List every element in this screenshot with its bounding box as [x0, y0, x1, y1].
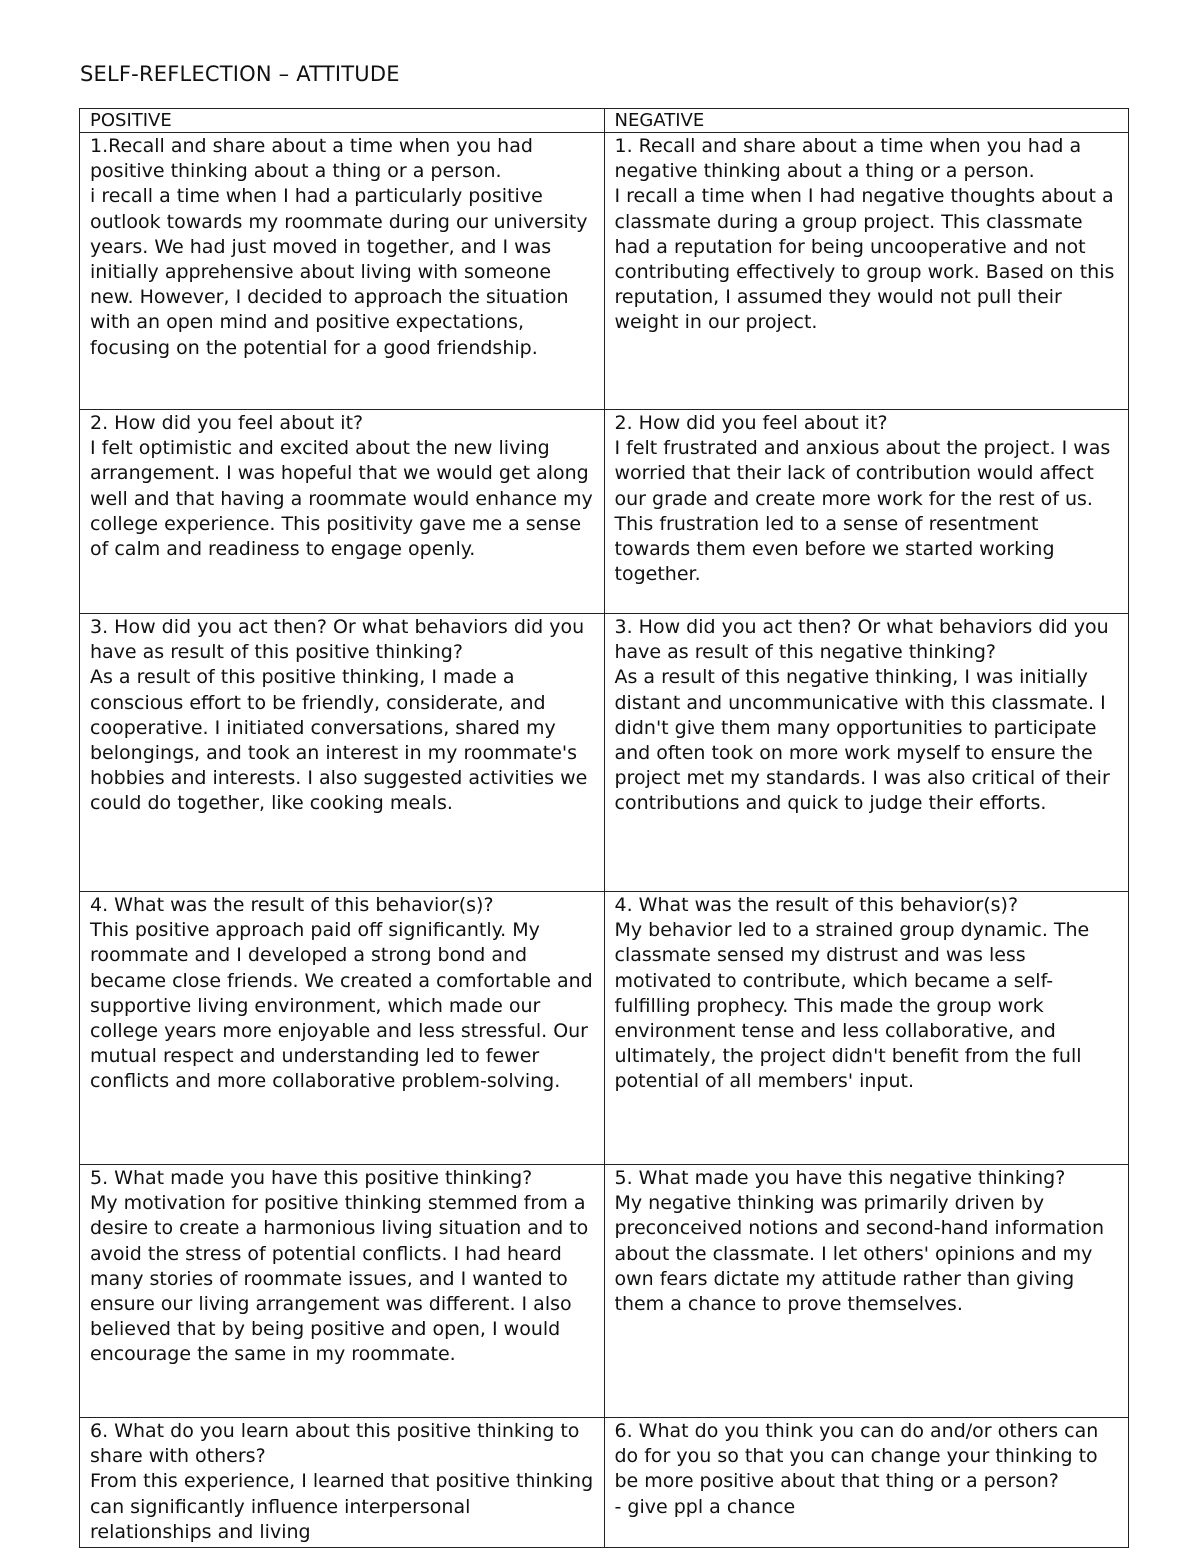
question-text: 4. What was the result of this behavior(s)?	[90, 894, 494, 916]
question-text: 4. What was the result of this behavior(s)?	[614, 894, 1019, 916]
negative-cell	[604, 133, 1129, 410]
table-row	[80, 410, 1129, 614]
question-text: 6. What do you think you can do and/or others can do for you so that you can change your thinking to be more positive about that thing or a person?	[614, 1420, 1099, 1493]
positive-cell	[80, 410, 605, 614]
question-text: 5. What made you have this positive thinking?	[90, 1167, 533, 1189]
header-row	[80, 109, 1129, 133]
negative-cell	[604, 1165, 1129, 1418]
answer-text: - give ppl a chance	[614, 1495, 796, 1518]
question-text: 3. How did you act then? Or what behaviors did you have as result of this negative thinking?	[614, 616, 1109, 664]
question-text: 1. Recall and share about a time when you had a negative thinking about a thing or a person.	[614, 135, 1082, 183]
answer-text: My negative thinking was primarily driven by preconceived notions and second-hand information about the classmate. I let others' opinions and my own fears dictate my attitude rather than giving them a chance to prove themselves.	[614, 1192, 1105, 1316]
answer-text: I recall a time when I had negative thoughts about a classmate during a group project. This classmate had a reputation for being uncooperative and not contributing effectively to group work. Based on this reputation, I assumed they would not pull their weight in our project.	[614, 185, 1115, 334]
negative-cell	[604, 1418, 1129, 1548]
answer-text: I felt optimistic and excited about the new living arrangement. I was hopeful that we would get along well and that having a roommate would enhance my college experience. This positivity gave me a sense of calm and readiness to engage openly.	[90, 437, 593, 561]
negative-column-header: NEGATIVE	[604, 109, 1129, 133]
answer-text: My behavior led to a strained group dynamic. The classmate sensed my distrust and was less motivated to contribute, which became a self-fulfilling prophecy. This made the group work environment tense and less collaborative, and ultimately, the project didn't benefit from the full potential of all members' input.	[614, 919, 1090, 1093]
table-row	[80, 892, 1129, 1165]
document-title: SELF-REFLECTION – ATTITUDE	[80, 62, 400, 86]
answer-text: From this experience, I learned that positive thinking can significantly influence interpersonal relationships and living	[90, 1470, 594, 1543]
question-text: 5. What made you have this negative thinking?	[614, 1167, 1066, 1189]
question-text: 2. How did you feel about it?	[614, 412, 888, 434]
positive-cell	[80, 892, 605, 1165]
positive-cell	[80, 614, 605, 892]
reflection-table	[79, 108, 1129, 1548]
positive-cell	[80, 1418, 605, 1548]
answer-text: As a result of this negative thinking, I was initially distant and uncommunicative with this classmate. I didn't give them many opportunities to participate and often took on more work myself to ensure the project met my standards. I was also critical of their contributions and quick to judge their efforts.	[614, 666, 1110, 815]
positive-column-header: POSITIVE	[80, 109, 605, 133]
negative-cell	[604, 892, 1129, 1165]
negative-cell	[604, 614, 1129, 892]
answer-text: This positive approach paid off significantly. My roommate and I developed a strong bond and became close friends. We created a comfortable and supportive living environment, which made our college years more enjoyable and less stressful. Our mutual respect and understanding led to fewer conflicts and more collaborative problem-solving.	[90, 919, 593, 1093]
answer-text: As a result of this positive thinking, I made a conscious effort to be friendly, considerate, and cooperative. I initiated conversations, shared my belongings, and took an interest in my roommate's hobbies and interests. I also suggested activities we could do together, like cooking meals.	[90, 666, 588, 815]
positive-cell	[80, 1165, 605, 1418]
table-row	[80, 1165, 1129, 1418]
question-text: 1.Recall and share about a time when you had positive thinking about a thing or a person.	[90, 135, 533, 183]
answer-text: I felt frustrated and anxious about the project. I was worried that their lack of contribution would affect our grade and create more work for the rest of us. This frustration led to a sense of resentment towards them even before we started working together.	[614, 437, 1111, 586]
question-text: 6. What do you learn about this positive thinking to share with others?	[90, 1420, 580, 1468]
table-row	[80, 133, 1129, 410]
positive-cell	[80, 133, 605, 410]
question-text: 2. How did you feel about it?	[90, 412, 364, 434]
table-row	[80, 1418, 1129, 1548]
answer-text: i recall a time when I had a particularly positive outlook towards my roommate during our university years. We had just moved in together, and I was initially apprehensive about living with someone new. However, I decided to approach the situation with an open mind and positive expectations, focusing on the potential for a good friendship.	[90, 185, 588, 359]
answer-text: My motivation for positive thinking stemmed from a desire to create a harmonious living situation and to avoid the stress of potential conflicts. I had heard many stories of roommate issues, and I wanted to ensure our living arrangement was different. I also believed that by being positive and open, I would encourage the same in my roommate.	[90, 1192, 589, 1366]
question-text: 3. How did you act then? Or what behaviors did you have as result of this positive thinking?	[90, 616, 585, 664]
negative-cell	[604, 410, 1129, 614]
table-row	[80, 614, 1129, 892]
